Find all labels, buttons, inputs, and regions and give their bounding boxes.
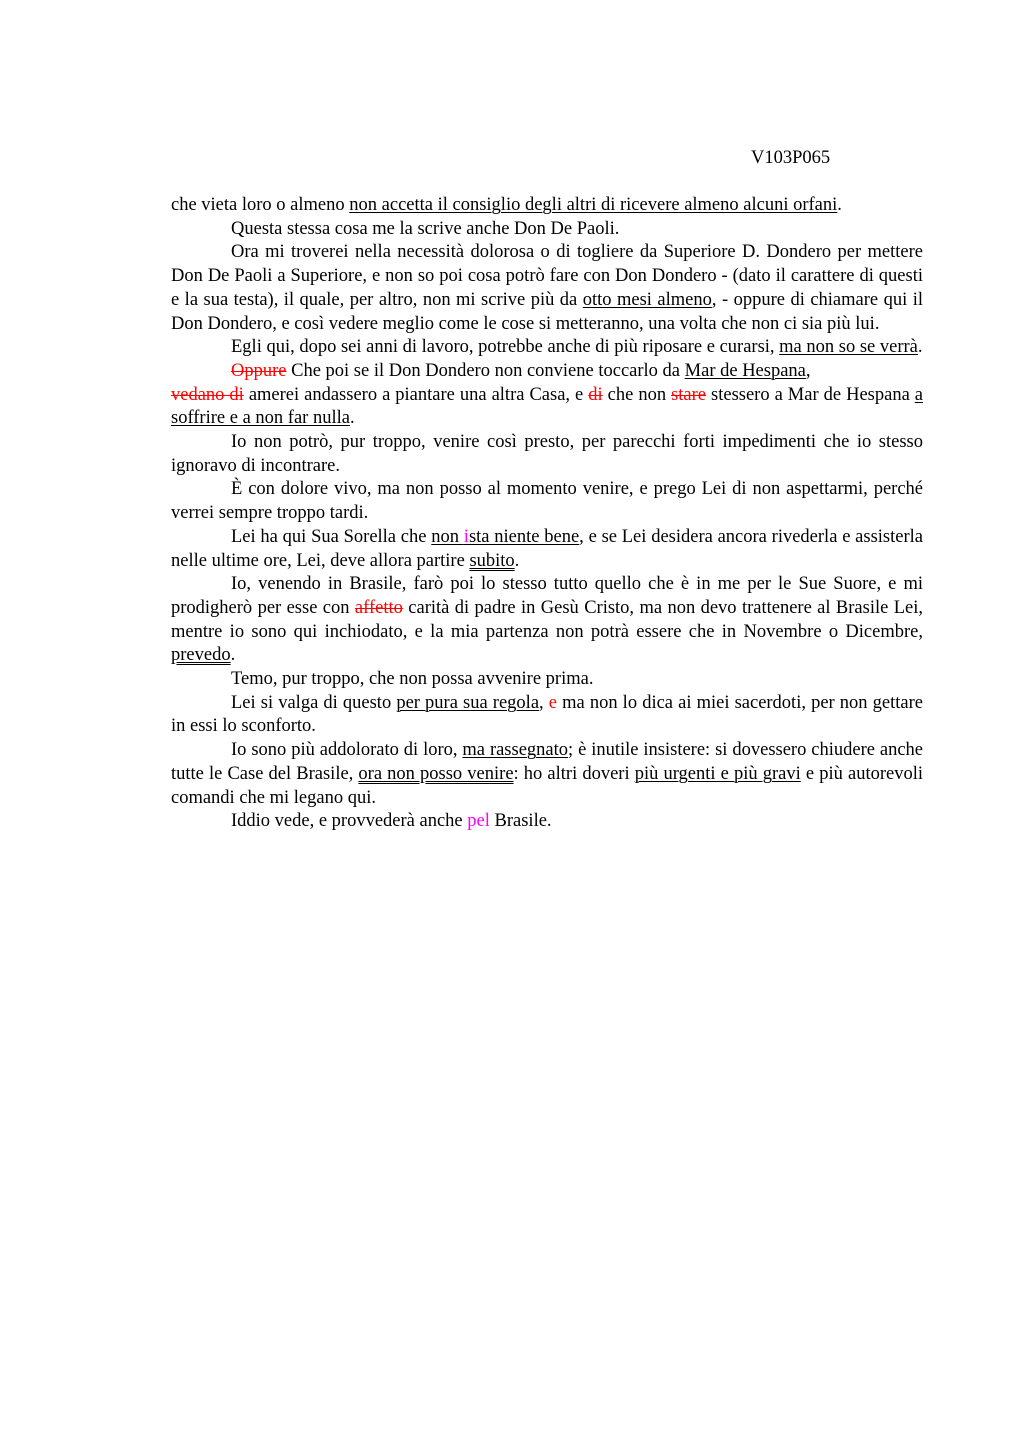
text-run: Egli qui, dopo sei anni di lavoro, potrebbe anche di più riposare e curarsi, xyxy=(231,337,780,358)
text-run: stessero a Mar de Hespana xyxy=(706,384,915,405)
double-underlined-text: subito xyxy=(469,550,515,571)
text-run: Lei si valga di questo xyxy=(231,692,397,713)
paragraph-11 xyxy=(171,692,923,739)
underlined-text: ma non so se verrà xyxy=(779,337,918,358)
inserted-text: pel xyxy=(467,811,490,832)
text-run: . xyxy=(837,195,842,215)
text-run: . xyxy=(349,408,355,429)
double-underlined-text: ora non posso venire xyxy=(358,763,514,784)
text-run: , xyxy=(805,360,811,381)
paragraph-4 xyxy=(171,336,923,360)
text-run: ma non lo dica ai miei sacerdoti, per non gettare in essi lo sconforto. xyxy=(171,692,923,737)
text-run: Io sono più addolorato di loro, xyxy=(231,740,463,761)
inserted-text: i xyxy=(463,526,469,547)
underlined-text: più urgenti e più gravi xyxy=(634,763,801,784)
paragraph-7 xyxy=(171,478,923,525)
deleted-text: affetto xyxy=(354,597,403,618)
paragraph-1 xyxy=(171,194,923,218)
text-run: che vieta loro o almeno xyxy=(171,195,350,215)
text-run: amerei andassero a piantare una altra Casa, e xyxy=(243,384,589,405)
text-run: . xyxy=(514,550,520,571)
paragraph-10 xyxy=(171,668,923,692)
paragraph-8 xyxy=(171,526,923,573)
text-run: Lei ha qui Sua Sorella che xyxy=(231,526,432,547)
deleted-text: vedano di xyxy=(171,384,244,405)
text-run: Temo, pur troppo, che non possa avvenire prima. xyxy=(231,669,594,690)
page-identifier: V103P065 xyxy=(751,148,831,168)
text-run: carità di padre in Gesù Cristo, ma non devo trattenere al Brasile Lei, mentre io sono qui inchiodato, e la mia partenza non potrà essere che in Novembre o Dicembre, xyxy=(171,597,924,642)
underlined-text xyxy=(431,527,579,547)
text-run: non xyxy=(431,526,464,547)
paragraph-13 xyxy=(171,810,923,834)
text-run: Ora mi troverei nella necessità dolorosa o di togliere da Superiore D. Dondero per mettere Don De Paoli a Superiore, e non so poi cosa potrò fare con Don Dondero - (dato il carattere di questi e la sua testa), il quale, per altro, non mi scrive più da xyxy=(171,242,923,310)
underlined-text: non accetta il consiglio degli altri di ricevere almeno alcuni orfani xyxy=(349,195,838,215)
text-run: , - oppure di chiamare qui il Don Dondero, e così vedere meglio come le cose si metteranno, una volta che non ci sia più lui. xyxy=(171,289,923,334)
text-run: Io, venendo in Brasile, farò poi lo stesso tutto quello che è in me per le Sue Suore, e mi prodigherò per esse con xyxy=(171,574,923,618)
paragraph-6 xyxy=(171,431,923,478)
paragraph-2 xyxy=(171,218,923,242)
paragraph-12 xyxy=(171,739,923,810)
underlined-text: per pura sua regola xyxy=(396,692,540,713)
deleted-text: stare xyxy=(671,384,707,405)
inserted-text: e xyxy=(548,692,557,713)
double-underlined-text: prevedo xyxy=(171,645,231,666)
letter-body xyxy=(171,194,923,834)
text-run: Che poi se il Don Dondero non conviene toccarlo da xyxy=(286,360,685,381)
text-run: Questa stessa cosa me la scrive anche Don De Paoli. xyxy=(231,218,620,239)
deleted-text: di xyxy=(588,384,603,405)
text-run: . xyxy=(230,645,236,666)
text-run: È con dolore vivo, ma non posso al momento venire, e prego Lei di non aspettarmi, perché verrei sempre troppo tardi. xyxy=(171,479,923,524)
text-run: , e se Lei desidera ancora rivederla e assisterla nelle ultime ore, Lei, deve allora partire xyxy=(171,526,923,571)
text-run: Iddio vede, e provvederà anche xyxy=(231,811,468,832)
paragraph-5 xyxy=(171,360,923,431)
text-run: Io non potrò, pur troppo, venire così presto, per parecchi forti impedimenti che io stesso ignoravo di incontrare. xyxy=(171,432,923,476)
underlined-text: Mar de Hespana xyxy=(684,360,806,381)
paragraph-9 xyxy=(171,573,923,668)
text-run: . xyxy=(917,337,923,358)
underlined-text: a soffrire e a non far nulla xyxy=(171,384,923,429)
text-run: e più autorevoli comandi che mi legano qui. xyxy=(171,763,923,808)
text-run: , xyxy=(539,692,549,713)
text-run: Brasile. xyxy=(489,811,552,832)
underlined-text: ma rassegnato xyxy=(462,740,569,761)
deleted-text: Oppure xyxy=(231,360,287,381)
paragraph-3 xyxy=(171,241,923,336)
text-run: sta niente bene xyxy=(468,526,580,547)
text-run: : ho altri doveri xyxy=(513,763,635,784)
text-run: che non xyxy=(602,384,672,405)
text-run: ; è inutile insistere: si dovessero chiudere anche tutte le Case del Brasile, xyxy=(171,740,923,784)
underlined-text: otto mesi almeno xyxy=(582,289,712,310)
